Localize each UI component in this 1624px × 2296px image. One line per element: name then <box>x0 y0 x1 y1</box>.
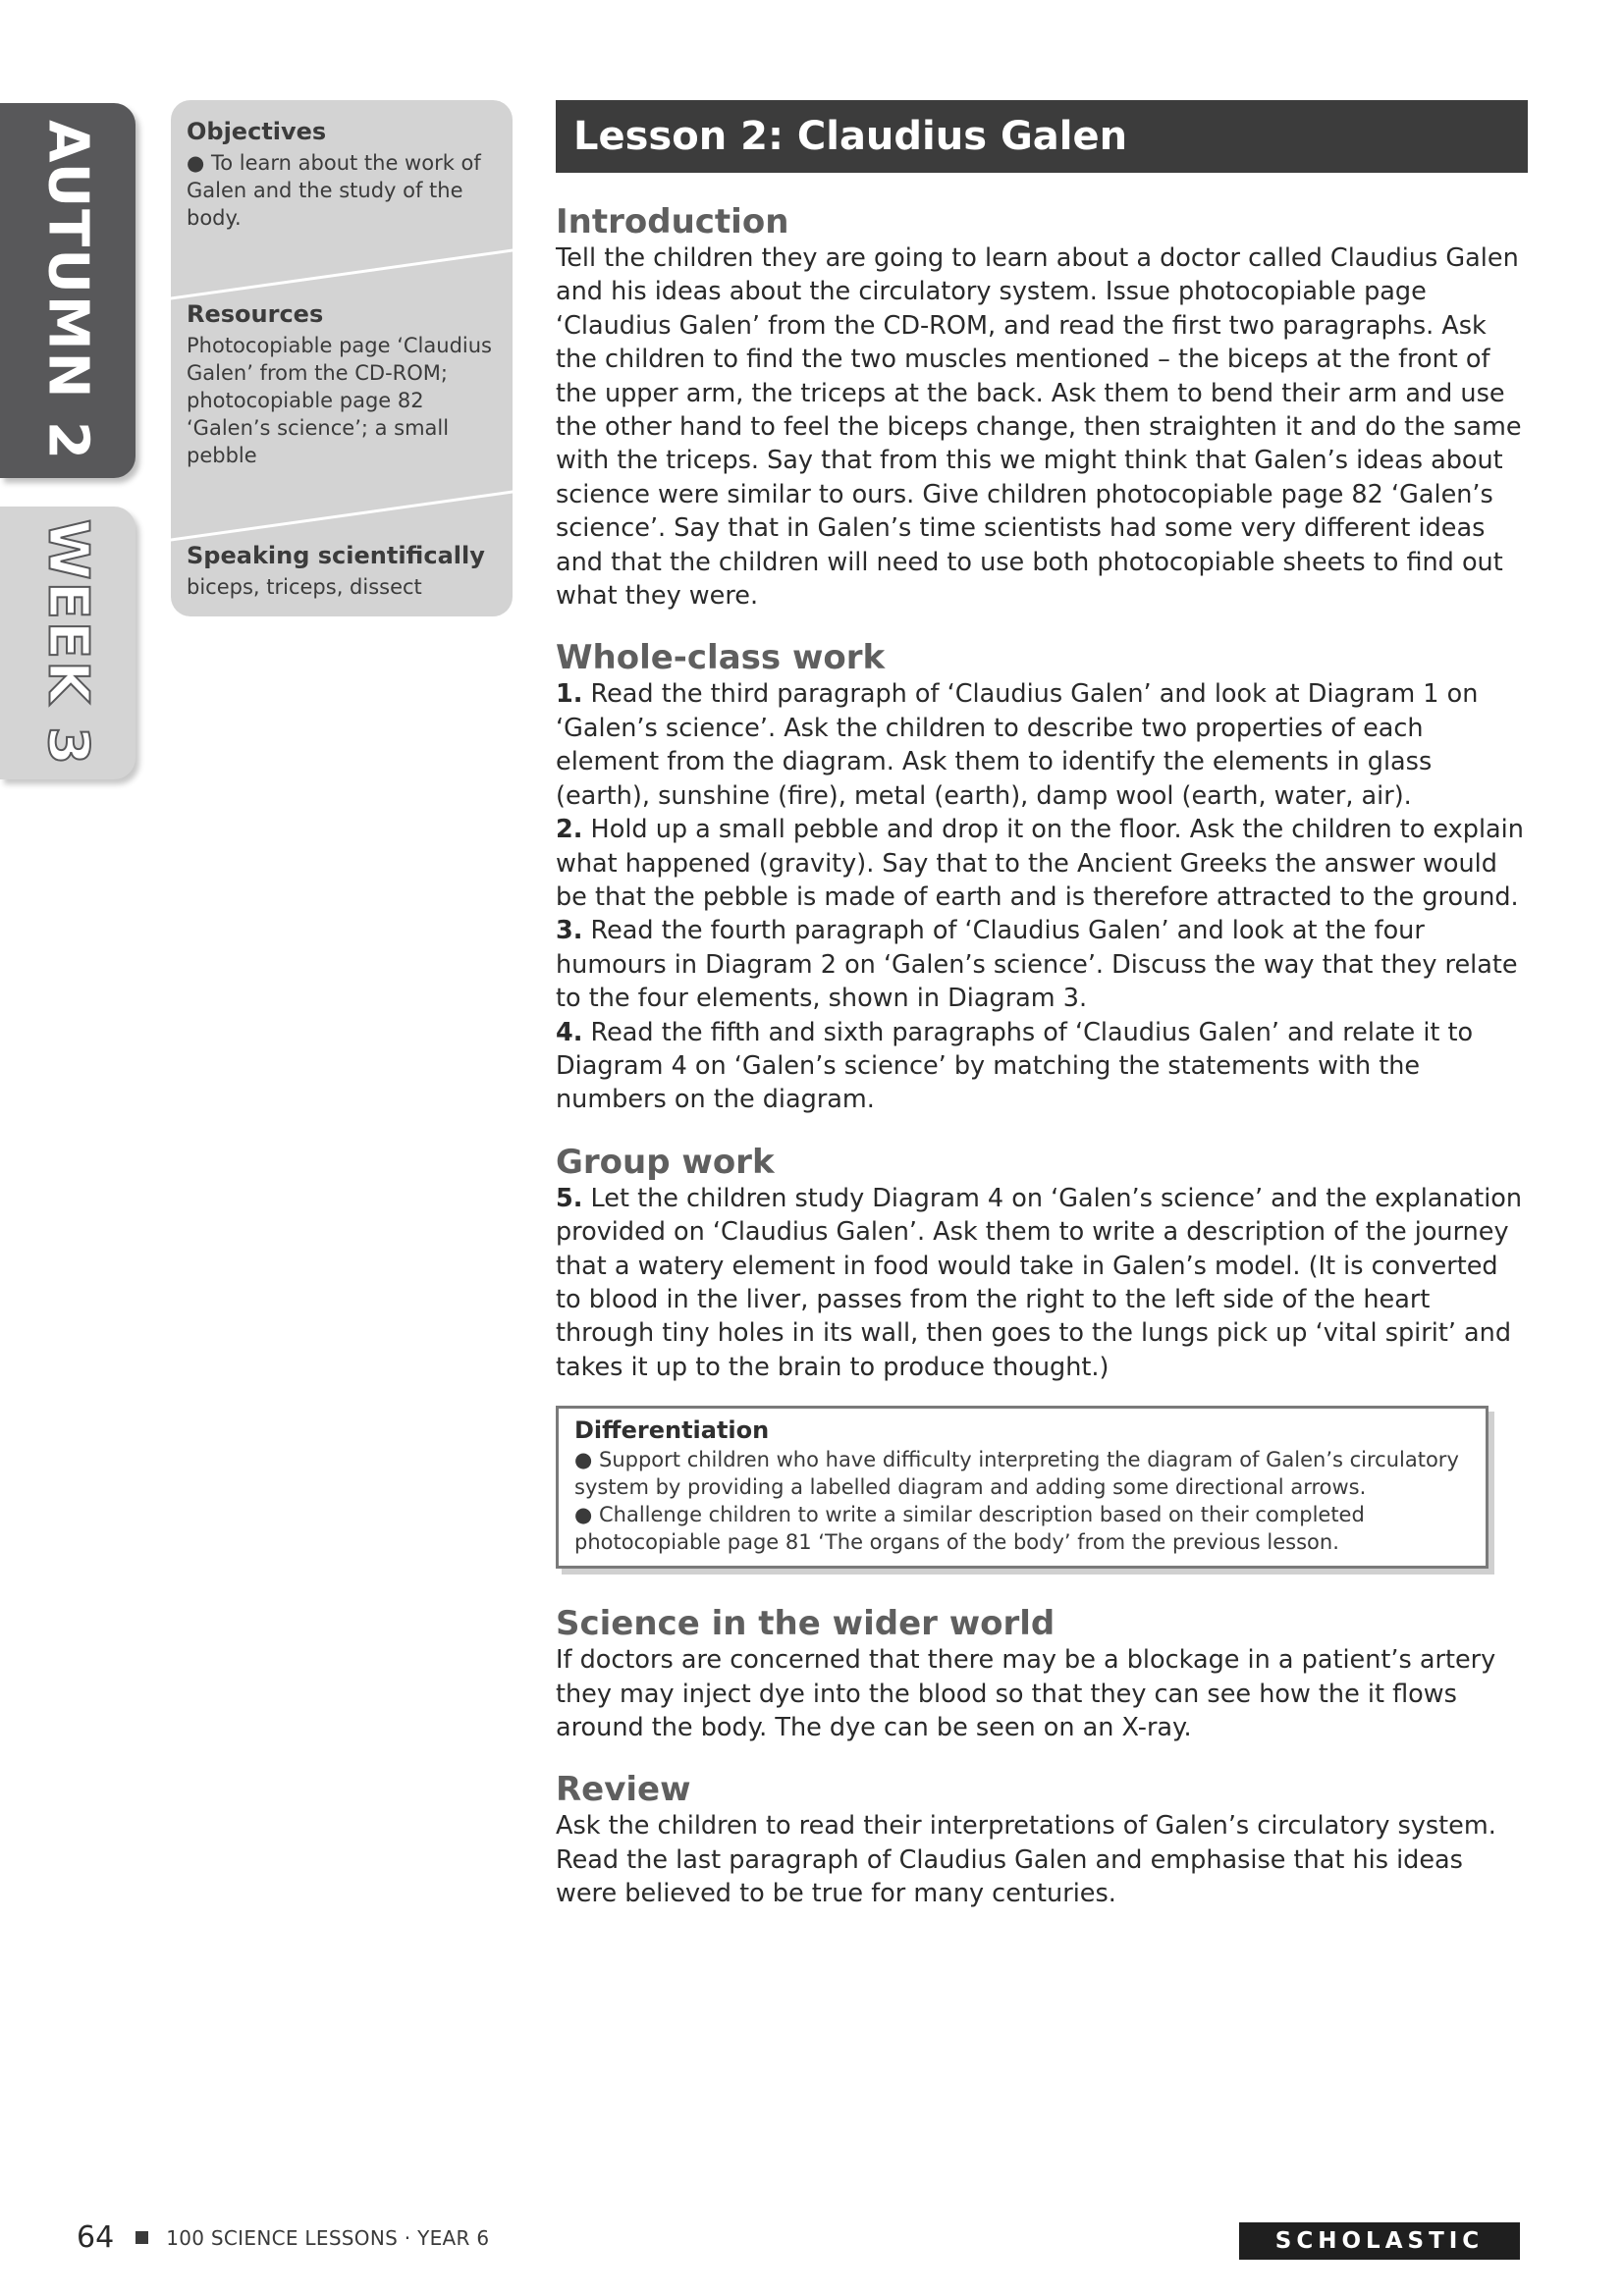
speaking-section <box>171 542 513 601</box>
step-text: Let the children study Diagram 4 on ‘Galen’s science’ and the explanation provided on ‘Claudius Galen’. Ask them to write a description of the journey that a watery element in food would take in Galen’s model. (It is converted to blood in the liver, passes from the right to the left side of the heart through tiny holes in its wall, then goes to the lungs pick up ‘vital spirit’ and takes it up to the brain to produce thought.) <box>556 1183 1523 1382</box>
page-number: 64 <box>77 2220 115 2255</box>
group-work-heading: Group work <box>556 1142 775 1182</box>
wider-world-heading: Science in the wider world <box>556 1604 1056 1644</box>
introduction-heading: Introduction <box>556 202 789 241</box>
book-title: 100 SCIENCE LESSONS · YEAR 6 <box>166 2225 490 2250</box>
step-1 <box>556 677 1528 813</box>
step-5 <box>556 1182 1528 1384</box>
step-2 <box>556 813 1528 914</box>
objectives-text: ● To learn about the work of Galen and the study of the body. <box>187 151 481 230</box>
step-text: Read the fourth paragraph of ‘Claudius Galen’ and look at the four humours in Diagram 2 on ‘Galen’s science’. Discuss the way that they relate to the four elements, shown in Diagram 3. <box>556 916 1518 1014</box>
footer-bullet <box>135 2231 148 2244</box>
term-label: AUTUMN 2 <box>35 120 100 461</box>
step-number: 1. <box>556 679 583 710</box>
lesson-content <box>556 100 1528 1911</box>
resources-heading: Resources <box>187 300 324 328</box>
resources-text: Photocopiable page ‘Claudius Galen’ from the CD-ROM; photocopiable page 82 ‘Galen’s science’; a small pebble <box>187 334 492 467</box>
step-number: 4. <box>556 1017 583 1047</box>
step-text: Read the third paragraph of ‘Claudius Galen’ and look at Diagram 1 on ‘Galen’s science’. Ask the children to describe two properties of each element from the diagram. Ask them to identify the elements in glass (earth), sunshine (fire), metal (earth), damp wool (earth, water, air). <box>556 679 1479 811</box>
sidebar-divider <box>171 249 513 300</box>
introduction-text: Tell the children they are going to learn about a doctor called Claudius Galen and his ideas about the circulatory system. Issue photocopiable page ‘Claudius Galen’ from the CD-ROM, and read the first two paragraphs. Ask the children to find the two muscles mentioned – the biceps at the front of the upper arm, the triceps at the back. Ask them to bend their arm and use the other hand to feel the biceps change, then straighten it and do the same with the triceps. Say that from this we might think that Galen’s ideas about science were similar to ours. Give children photocopiable page 82 ‘Galen’s science’. Say that in Galen’s time scientists had some very different ideas and that the children will need to use both photocopiable sheets to find out what they were. <box>556 243 1522 612</box>
resources-section <box>171 300 513 469</box>
step-text: Hold up a small pebble and drop it on the floor. Ask the children to explain what happened (gravity). Say that to the Ancient Greeks the answer would be that the pebble is made of earth and is therefore attracted to the ground. <box>556 815 1524 912</box>
term-tab <box>0 103 135 478</box>
sidebar-panel <box>171 100 513 616</box>
differentiation-challenge: ● Challenge children to write a similar description based on their completed photocopiable page 81 ‘The organs of the body’ from the previous lesson. <box>574 1503 1365 1555</box>
week-tab <box>0 507 135 779</box>
speaking-text: biceps, triceps, dissect <box>187 575 422 599</box>
step-number: 2. <box>556 815 583 845</box>
objectives-heading: Objectives <box>187 118 327 145</box>
lesson-title: Lesson 2: Claudius Galen <box>573 114 1128 159</box>
title-bar <box>556 100 1528 173</box>
review-heading: Review <box>556 1770 691 1810</box>
differentiation-box <box>556 1406 1489 1569</box>
step-4 <box>556 1016 1528 1117</box>
step-3 <box>556 914 1528 1015</box>
page-footer <box>77 2220 489 2255</box>
differentiation-support: ● Support children who have difficulty interpreting the diagram of Galen’s circulatory system by providing a labelled diagram and adding some directional arrows. <box>574 1448 1459 1500</box>
publisher-name: SCHOLASTIC <box>1274 2228 1485 2254</box>
step-text: Read the fifth and sixth paragraphs of ‘Claudius Galen’ and relate it to Diagram 4 on ‘Galen’s science’ by matching the statements with the numbers on the diagram. <box>556 1017 1474 1115</box>
whole-class-heading: Whole-class work <box>556 638 886 678</box>
review-text: Ask the children to read their interpretations of Galen’s circulatory system. Read the last paragraph of Claudius Galen and emphasise that his ideas were believed to be true for many centuries. <box>556 1811 1496 1909</box>
publisher-logo <box>1239 2222 1520 2260</box>
differentiation-heading: Differentiation <box>574 1416 770 1445</box>
speaking-heading: Speaking scientifically <box>187 542 485 569</box>
objectives-section <box>171 118 513 232</box>
week-label: WEEK 3 <box>35 518 100 768</box>
sidebar-divider <box>171 491 513 542</box>
step-number: 5. <box>556 1183 583 1213</box>
step-number: 3. <box>556 916 583 946</box>
wider-world-text: If doctors are concerned that there may be a blockage in a patient’s artery they may inject dye into the blood so that they can see how the it flows around the body. The dye can be seen on an X-ray. <box>556 1645 1496 1742</box>
